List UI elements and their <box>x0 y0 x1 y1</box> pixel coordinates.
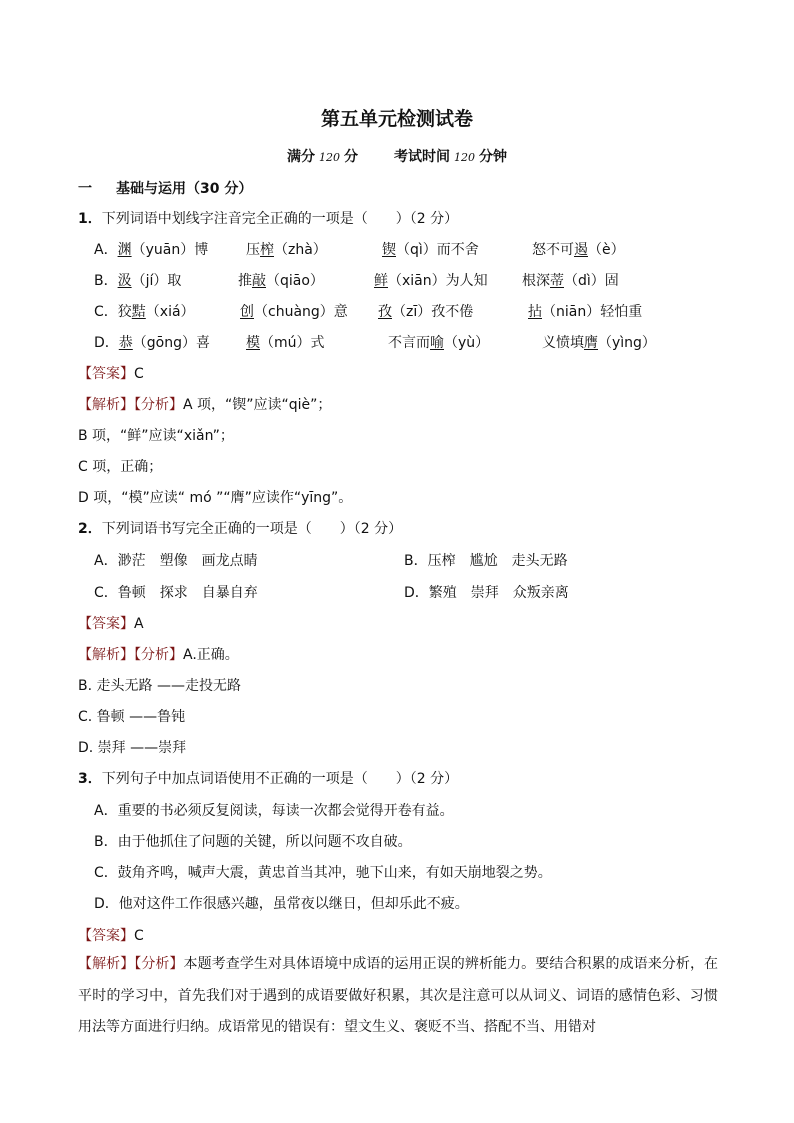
q2-option-d: D．繁殖 崇拜 众叛亲离 <box>404 585 569 601</box>
q1-option-d-4: 义愤填膺（yìng） <box>542 335 656 351</box>
q2-option-a: A．渺茫 塑像 画龙点睛 <box>94 553 258 569</box>
q1-analysis-3: C 项，正确； <box>78 459 163 475</box>
q1-analysis-1: 【解析】【分析】A 项，“锲”应读“qiè”； <box>78 397 332 413</box>
full-score-value: 120 <box>319 151 340 164</box>
full-score-unit: 分 <box>344 149 358 165</box>
q2-option-c: C．鲁顿 探求 自暴自弃 <box>94 585 258 601</box>
page-title: 第五单元检测试卷 <box>320 108 473 130</box>
q3-analysis: 【解析】【分析】本题考查学生对具体语境中成语的运用正误的辨析能力。要结合积累的成语来分析，在平时的学习中，首先我们对于遇到的成语要做好积累，其次是注意可以从词义、词语的感情色彩、习惯用法等方面进行归纳。成语常见的错误有：望文生义、褒贬不当、搭配不当、用错对 <box>78 956 719 1035</box>
q1-analysis-4: D 项，“模”应读“ mó ”“膺”应读作“yīng”。 <box>78 490 353 506</box>
section-number: 一 <box>78 181 92 197</box>
q1-option-c-2: 创（chuàng）意 <box>240 304 348 320</box>
q3-answer: 【答案】C <box>78 928 144 944</box>
q1-option-a: A．渊（yuān）博 <box>94 242 209 258</box>
section-title: 基础与运用（30 分） <box>116 181 253 197</box>
q1-option-b-3: 鲜（xiān）为人知 <box>374 273 488 289</box>
q1-option-c: C．狡黠（xiá） <box>94 304 195 320</box>
question-3-stem: 3．下列句子中加点词语使用不正确的一项是（ ）（2 分） <box>78 771 459 787</box>
q3-option-c: C．鼓角齐鸣，喊声大震，黄忠首当其冲，驰下山来，有如天崩地裂之势。 <box>94 865 552 881</box>
q1-option-a-4: 怒不可遏（è） <box>532 242 625 258</box>
q1-answer: 【答案】C <box>78 366 144 382</box>
q2-option-b: B．压榨 尴尬 走头无路 <box>404 553 568 569</box>
section-heading <box>78 178 252 198</box>
q3-option-a: A．重要的书必须反复阅读，每读一次都会觉得开卷有益。 <box>94 803 454 819</box>
q3-option-d: D．他对这件工作很感兴趣，虽常夜以继日，但却乐此不疲。 <box>94 896 469 912</box>
q3-option-b: B．由于他抓住了问题的关键，所以问题不攻自破。 <box>94 834 412 850</box>
q2-answer: 【答案】A <box>78 616 144 632</box>
q1-option-b-2: 推敲（qiāo） <box>238 273 324 289</box>
q2-analysis-3: C. 鲁顿 ——鲁钝 <box>78 709 186 725</box>
full-score-label: 满分 <box>287 149 315 165</box>
q1-option-a-3: 锲（qì）而不舍 <box>382 242 479 258</box>
q2-analysis-4: D. 崇拜 ——崇拜 <box>78 740 187 756</box>
q1-option-b: B．汲（jí）取 <box>94 273 182 289</box>
exam-info <box>0 146 794 166</box>
question-number: 1． <box>78 211 102 227</box>
time-value: 120 <box>454 151 475 164</box>
question-2-stem: 2．下列词语书写完全正确的一项是（ ）（2 分） <box>78 521 403 537</box>
time-unit: 分钟 <box>479 149 507 165</box>
q2-analysis-2: B. 走头无路 ——走投无路 <box>78 678 241 694</box>
q1-option-d: D．恭（gōng）喜 <box>94 335 210 351</box>
q1-option-b-4: 根深蒂（dì）固 <box>522 273 619 289</box>
time-label: 考试时间 <box>394 149 450 165</box>
q1-analysis-2: B 项，“鲜”应读“xiǎn”； <box>78 428 234 444</box>
q1-option-a-2: 压榨（zhà） <box>246 242 327 258</box>
q1-option-c-3: 孜（zī）孜不倦 <box>378 304 474 320</box>
q2-analysis-1: 【解析】【分析】A.正确。 <box>78 647 239 663</box>
question-1-stem: 1．下列词语中划线字注音完全正确的一项是（ ）（2 分） <box>78 211 459 227</box>
q1-option-c-4: 拈（niān）轻怕重 <box>528 304 643 320</box>
q1-option-d-2: 模（mú）式 <box>246 335 325 351</box>
q1-option-d-3: 不言而喻（yù） <box>388 335 490 351</box>
